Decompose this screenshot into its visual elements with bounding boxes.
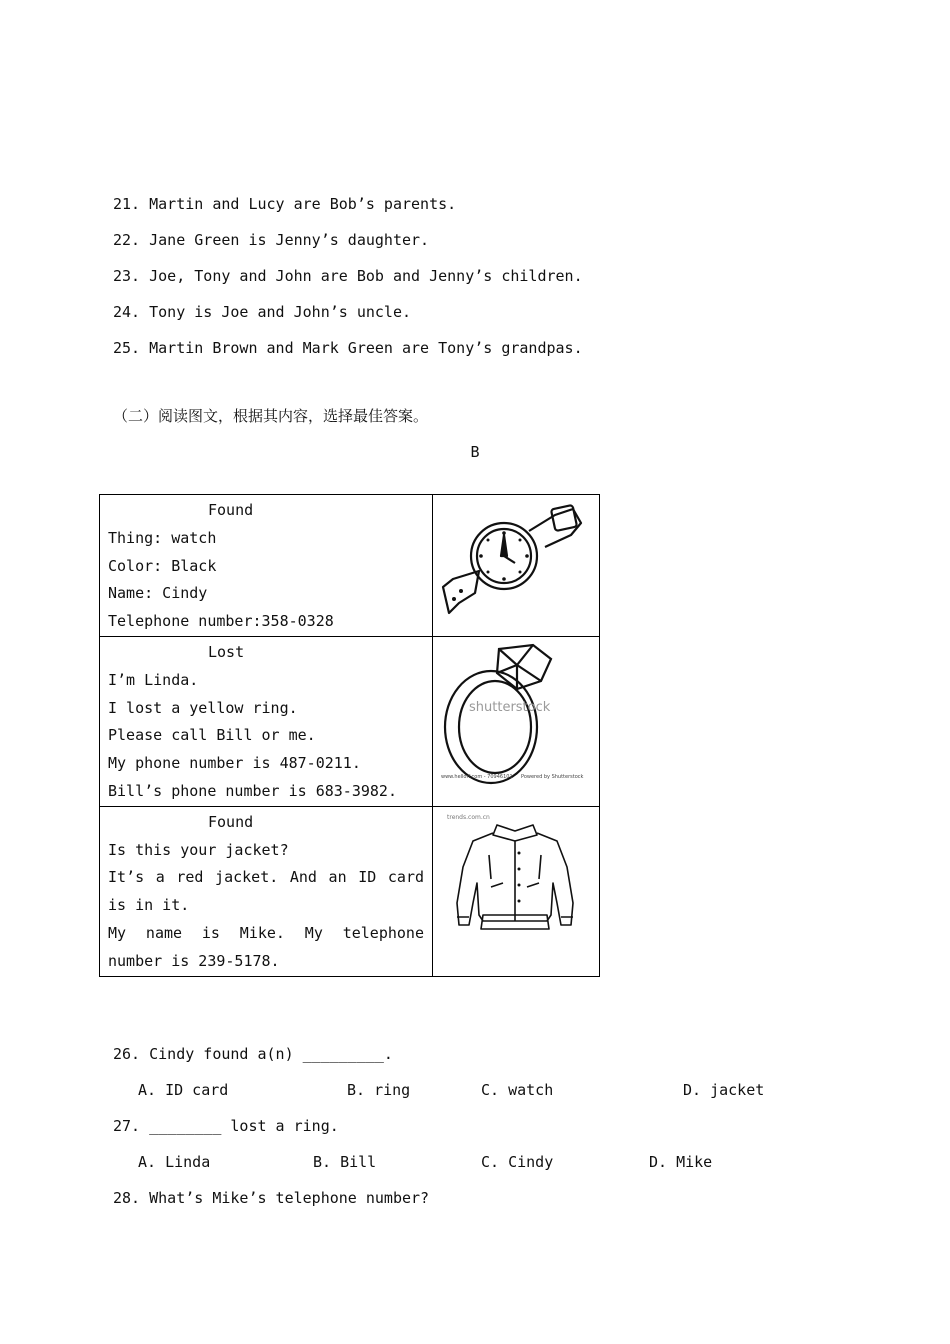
question-28-stem: 28. What’s Mike’s telephone number? bbox=[113, 1189, 430, 1207]
option-b: B. Bill bbox=[313, 1153, 377, 1171]
statement-21: 21. Martin and Lucy are Bob’s parents. bbox=[113, 195, 457, 213]
notice-row-lost-ring bbox=[100, 636, 600, 806]
notice-heading: Found bbox=[208, 501, 254, 519]
ring-illustration bbox=[433, 637, 599, 803]
notice-heading: Lost bbox=[208, 642, 245, 661]
option-a: A. ID card bbox=[138, 1081, 229, 1099]
notice-text bbox=[100, 806, 433, 976]
notice-heading: Found bbox=[208, 812, 254, 831]
option-a: A. Linda bbox=[138, 1153, 211, 1171]
question-26-stem: 26. Cindy found a(n) _________. bbox=[113, 1045, 393, 1063]
notice-line: is in it. bbox=[108, 896, 190, 915]
statement-23: 23. Joe, Tony and John are Bob and Jenny’s children. bbox=[113, 267, 583, 285]
notice-line: My phone number is 487-0211. bbox=[108, 754, 361, 773]
statement-25: 25. Martin Brown and Mark Green are Tony’s grandpas. bbox=[113, 339, 583, 357]
option-c: C. watch bbox=[481, 1081, 554, 1099]
watermark: trends.com.cn bbox=[447, 813, 490, 821]
section-instruction: （二）阅读图文，根据其内容，选择最佳答案。 bbox=[113, 407, 429, 425]
notice-line: Telephone number:358-0328 bbox=[108, 612, 334, 631]
footer-right: Powered by Shutterstock bbox=[521, 773, 584, 780]
option-d: D. Mike bbox=[649, 1153, 713, 1171]
notice-line: I lost a yellow ring. bbox=[108, 698, 298, 717]
notice-text bbox=[100, 495, 433, 637]
notice-line: Thing: watch bbox=[108, 528, 217, 547]
notice-text bbox=[100, 636, 433, 806]
option-b: B. ring bbox=[347, 1081, 411, 1099]
notice-line: Name: Cindy bbox=[108, 584, 208, 603]
notice-line: Please call Bill or me. bbox=[108, 726, 316, 745]
jacket-illustration bbox=[433, 807, 599, 973]
option-c: C. Cindy bbox=[481, 1153, 554, 1171]
notice-line: Bill’s phone number is 683-3982. bbox=[108, 781, 397, 800]
notice-line: number is 239-5178. bbox=[108, 951, 280, 970]
notice-row-found-jacket bbox=[100, 806, 600, 976]
jacket-picture-cell bbox=[433, 806, 600, 976]
notice-line: I’m Linda. bbox=[108, 670, 199, 689]
notice-line: Is this your jacket? bbox=[108, 840, 289, 859]
passage-label: B bbox=[470, 443, 480, 461]
notice-line: My name is Mike. My telephone bbox=[108, 923, 424, 942]
watch-picture-cell bbox=[433, 495, 600, 637]
notice-line: Color: Black bbox=[108, 556, 217, 575]
ring-picture-cell bbox=[433, 636, 600, 806]
footer-left: www.hellorf.com - 70946101 bbox=[441, 773, 513, 780]
statement-22: 22. Jane Green is Jenny’s daughter. bbox=[113, 231, 430, 249]
watch-illustration bbox=[433, 495, 599, 633]
option-d: D. jacket bbox=[683, 1081, 765, 1099]
question-27-stem: 27. ________ lost a ring. bbox=[113, 1117, 339, 1135]
watermark: shutterstock bbox=[469, 699, 551, 715]
notice-line: It’s a red jacket. And an ID card bbox=[108, 868, 424, 887]
statement-24: 24. Tony is Joe and John’s uncle. bbox=[113, 303, 412, 321]
notice-row-found-watch bbox=[100, 495, 600, 637]
notice-table bbox=[99, 494, 600, 977]
